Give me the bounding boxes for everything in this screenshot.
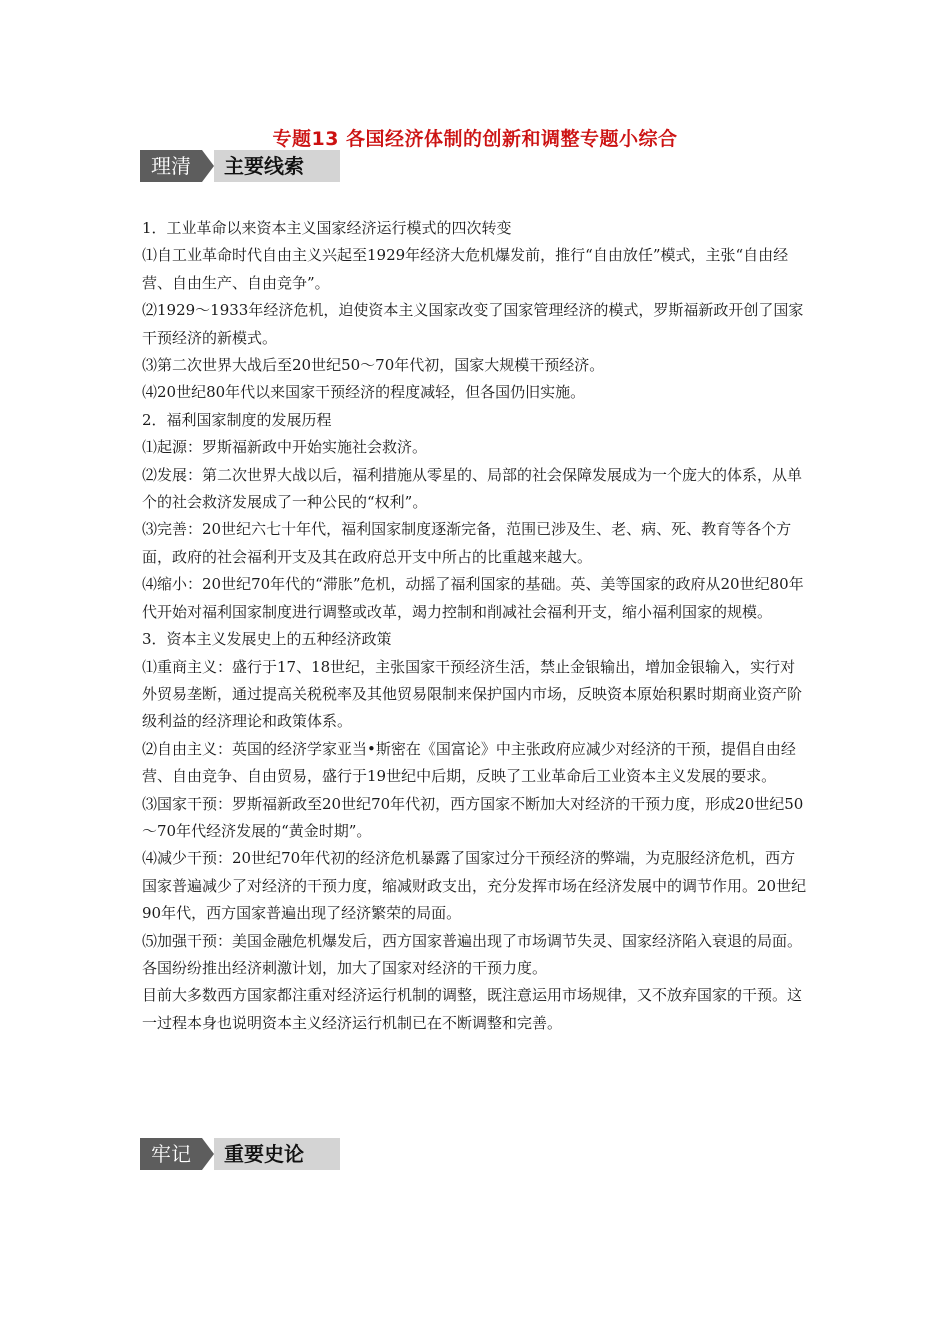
page-title: 专题13 各国经济体制的创新和调整专题小综合 <box>272 128 678 150</box>
banner-arrow-icon <box>202 150 214 182</box>
paragraph: ⑷20世纪80年代以来国家干预经济的程度减轻，但各国仍旧实施。 <box>142 383 586 402</box>
section-label: 重要史论 <box>214 1138 340 1170</box>
section-tag: 牢记 <box>140 1138 202 1170</box>
paragraph: ⑸加强干预：美国金融危机爆发后，西方国家普遍出现了市场调节失灵、国家经济陷入衰退的局面。各国纷纷推出经济刺激计划，加大了国家对经济的干预力度。 <box>142 931 803 977</box>
heading-2: 2．福利国家制度的发展历程 <box>142 410 332 429</box>
paragraph: ⑶完善：20世纪六七十年代，福利国家制度逐渐完备，范围已涉及生、老、病、死、教育等各个方面，政府的社会福利开支及其在政府总开支中所占的比重越来越大。 <box>142 520 792 566</box>
paragraph: ⑵发展：第二次世界大战以后，福利措施从零星的、局部的社会保障发展成为一个庞大的体系，从单个的社会救济发展成了一种公民的“权利”。 <box>142 465 803 512</box>
paragraph: ⑶第二次世界大战后至20世纪50～70年代初，国家大规模干预经济。 <box>142 356 605 375</box>
main-content <box>142 215 810 1037</box>
heading-3: 3．资本主义发展史上的五种经济政策 <box>142 630 392 649</box>
banner-arrow-icon <box>202 1138 214 1170</box>
section-banner-key-theories <box>140 1138 340 1170</box>
paragraph: ⑷减少干预：20世纪70年代初的经济危机暴露了国家过分干预经济的弊端，为克服经济危机，西方国家普遍减少了对经济的干预力度，缩减财政支出，充分发挥市场在经济发展中的调节作用。20世纪90年代，西方国家普遍出现了经济繁荣的局面。 <box>142 849 807 923</box>
paragraph: ⑷缩小：20世纪70年代的“滞胀”危机，动摇了福利国家的基础。英、美等国家的政府从20世纪80年代开始对福利国家制度进行调整或改革，竭力控制和削减社会福利开支，缩小福利国家的规模。 <box>142 575 804 621</box>
paragraph: 目前大多数西方国家都注重对经济运行机制的调整，既注意运用市场规律，又不放弃国家的干预。这一过程本身也说明资本主义经济运行机制已在不断调整和完善。 <box>142 986 803 1032</box>
paragraph: ⑵自由主义：英国的经济学家亚当•斯密在《国富论》中主张政府应减少对经济的干预，提倡自由经营、自由竞争、自由贸易，盛行于19世纪中后期，反映了工业革命后工业资本主义发展的要求。 <box>142 739 796 786</box>
paragraph: ⑴自工业革命时代自由主义兴起至1929年经济大危机爆发前，推行“自由放任”模式，主张“自由经营、自由生产、自由竞争”。 <box>142 246 789 292</box>
paragraph: ⑴重商主义：盛行于17、18世纪，主张国家干预经济生活，禁止金银输出，增加金银输入，实行对外贸易垄断，通过提高关税税率及其他贸易限制来保护国内市场，反映资本原始积累时期商业资产阶级利益的经济理论和政策体系。 <box>142 657 803 731</box>
section-banner-main-clues <box>140 150 340 182</box>
paragraph: ⑴起源：罗斯福新政中开始实施社会救济。 <box>142 438 428 457</box>
section-label: 主要线索 <box>214 150 340 182</box>
section-tag: 理清 <box>140 150 202 182</box>
heading-1: 1．工业革命以来资本主义国家经济运行模式的四次转变 <box>142 219 512 237</box>
paragraph: ⑵1929～1933年经济危机，迫使资本主义国家改变了国家管理经济的模式，罗斯福新政开创了国家干预经济的新模式。 <box>142 301 804 347</box>
paragraph: ⑶国家干预：罗斯福新政至20世纪70年代初，西方国家不断加大对经济的干预力度，形成20世纪50～70年代经济发展的“黄金时期”。 <box>142 794 804 840</box>
